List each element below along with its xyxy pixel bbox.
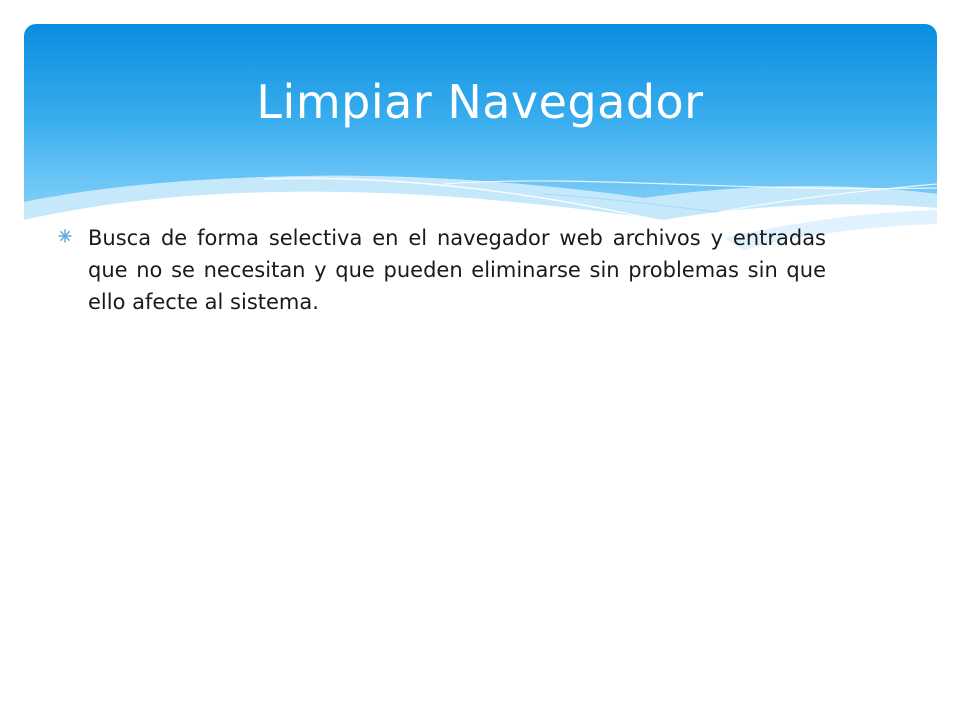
slide-title: Limpiar Navegador [256,75,704,129]
asterisk-bullet-icon [58,229,72,243]
bullet-text: Busca de forma selectiva en el navegador web archivos y entradas que no se necesitan y que pueden eliminarse sin problemas sin que ello afecte al sistema. [88,226,826,314]
slide-content [58,222,826,318]
bullet-item [58,222,826,318]
